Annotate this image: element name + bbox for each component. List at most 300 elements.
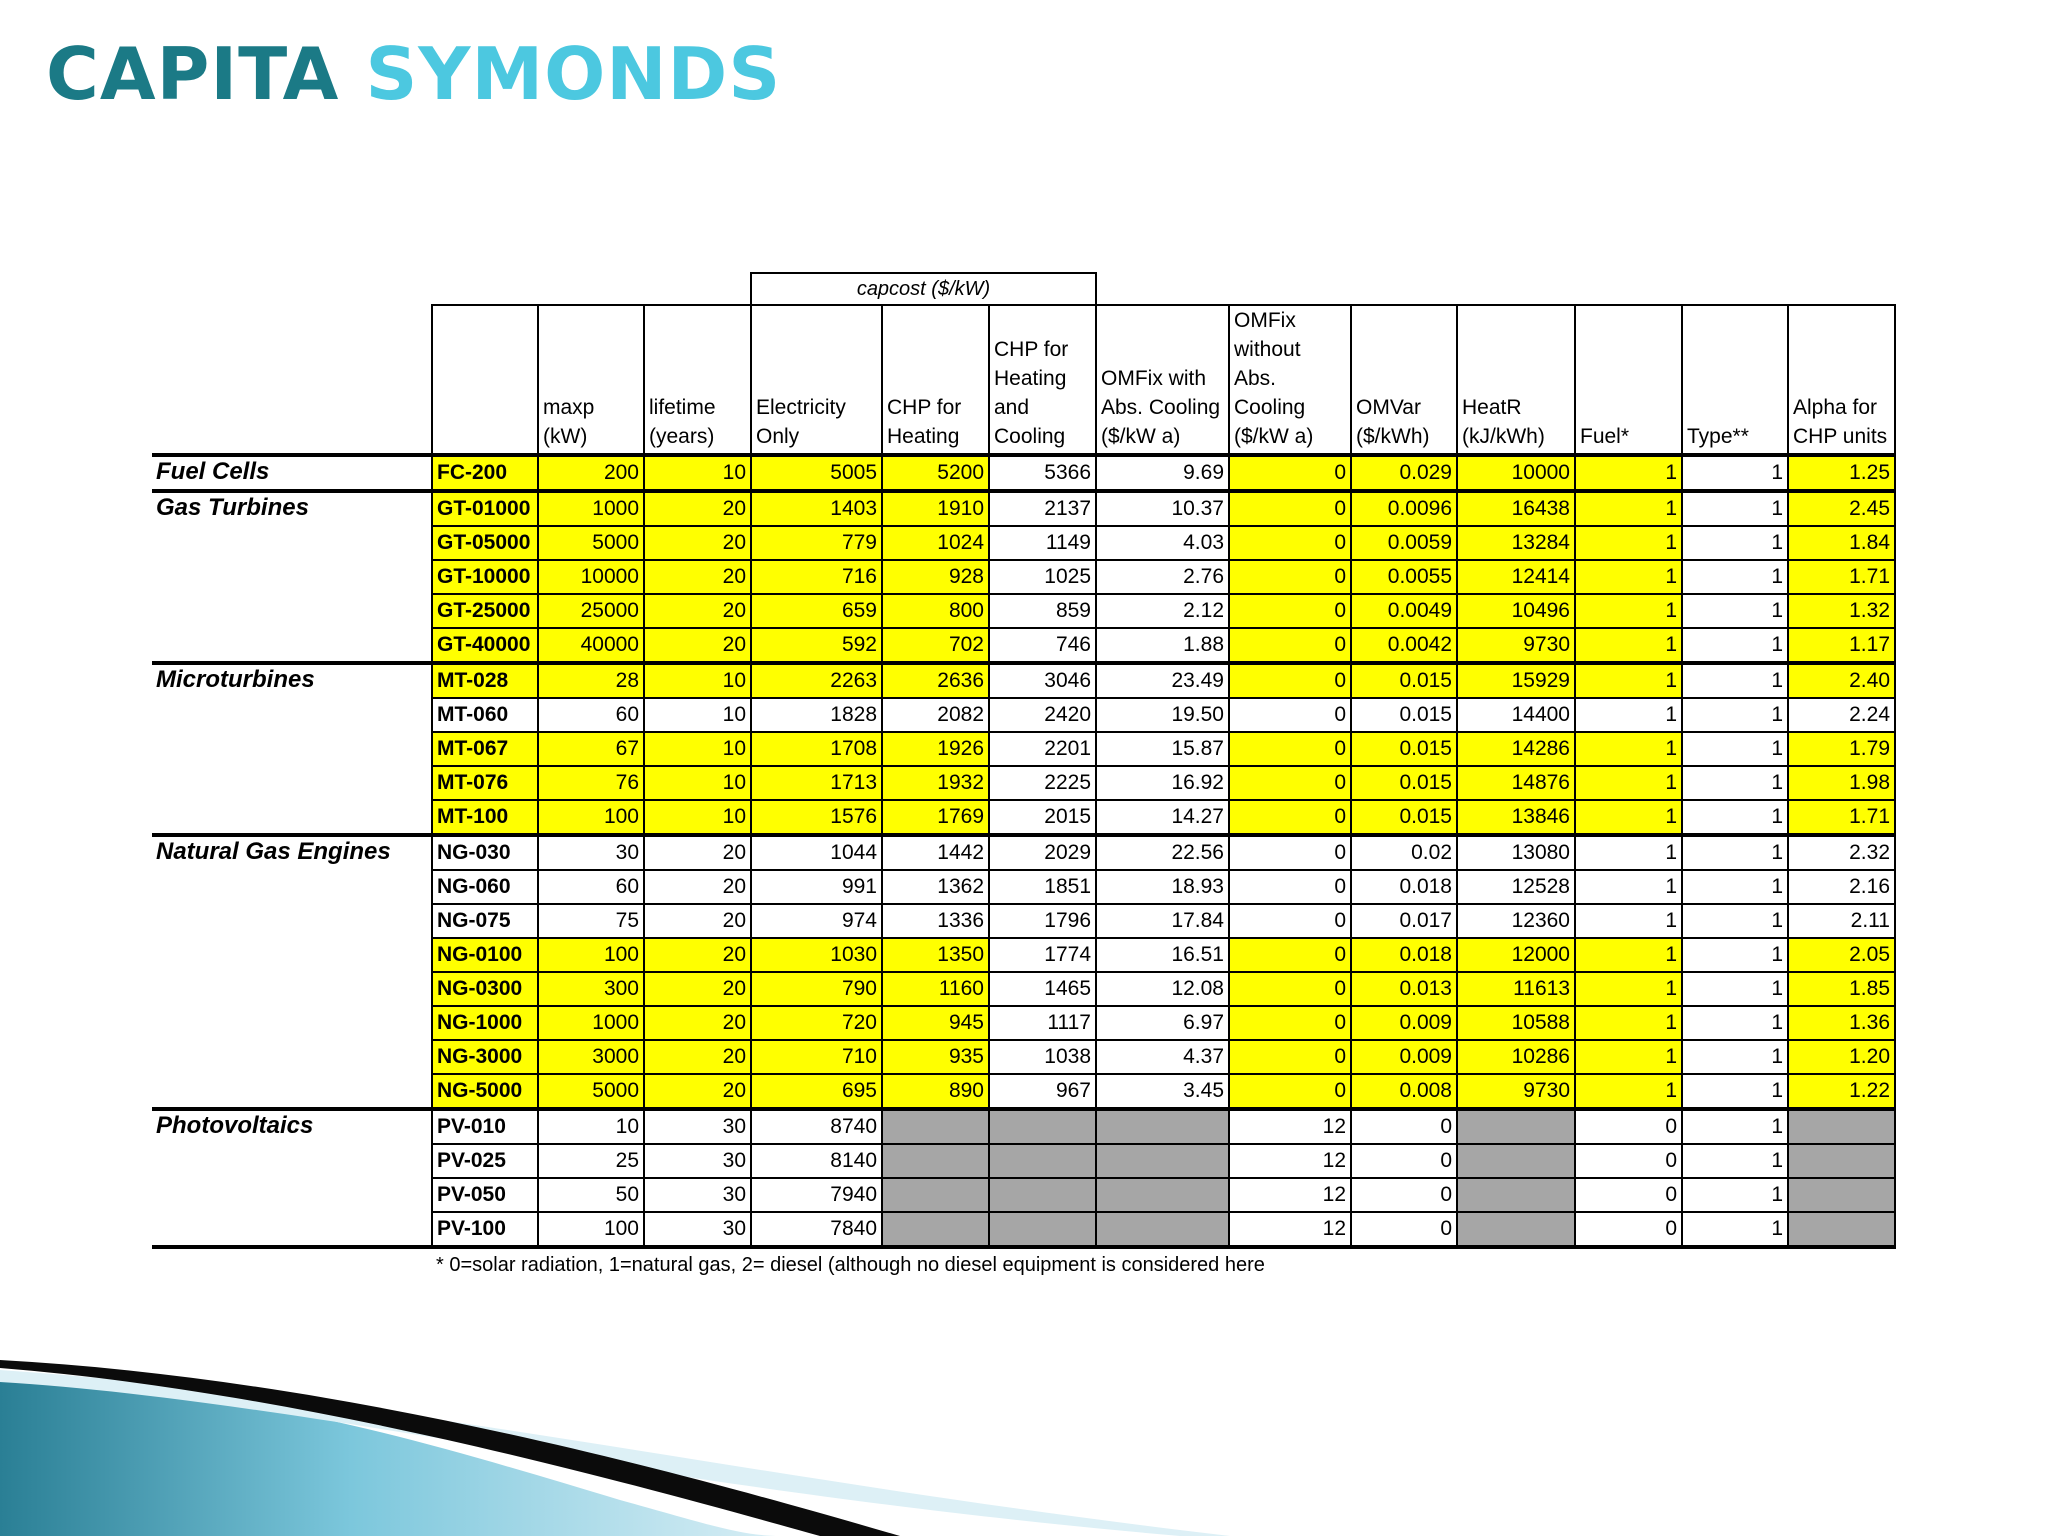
value-cell-chp-heating-cooling: 5366 [989,455,1096,491]
column-header-electricity-only: Electricity Only [751,305,882,455]
value-cell-maxp: 1000 [538,491,644,526]
value-cell-chp-heating-cooling: 1465 [989,972,1096,1006]
value-cell-maxp: 100 [538,1212,644,1247]
value-cell-omfix-with-abs-cooling: 2.76 [1096,560,1229,594]
value-cell-fuel: 1 [1575,800,1682,835]
value-cell-maxp: 30 [538,835,644,870]
value-cell-chp-heating: 1769 [882,800,989,835]
column-header-row [152,305,1895,455]
column-header-omfix-with-abs-cooling: OMFix with Abs. Cooling ($/kW a) [1096,305,1229,455]
value-cell-lifetime: 20 [644,560,751,594]
value-cell-omfix-without-abs-cooling: 0 [1229,698,1351,732]
category-label: Gas Turbines [152,491,432,526]
table-row [152,1212,1895,1247]
value-cell-fuel: 1 [1575,972,1682,1006]
value-cell-electricity-only: 7840 [751,1212,882,1247]
company-logo [46,32,782,116]
value-cell-electricity-only: 779 [751,526,882,560]
value-cell-omvar: 0.018 [1351,938,1457,972]
value-cell-type: 1 [1682,1074,1788,1109]
column-header-omvar: OMVar ($/kWh) [1351,305,1457,455]
value-cell-heatr: 14400 [1457,698,1575,732]
equipment-id: GT-01000 [432,491,538,526]
column-header-maxp: maxp (kW) [538,305,644,455]
value-cell-chp-heating: 1926 [882,732,989,766]
grey-cell [882,1178,989,1212]
value-cell-omvar: 0.008 [1351,1074,1457,1109]
value-cell-heatr: 9730 [1457,1074,1575,1109]
value-cell-chp-heating-cooling: 2201 [989,732,1096,766]
equipment-id: NG-5000 [432,1074,538,1109]
value-cell-heatr: 14286 [1457,732,1575,766]
value-cell-type: 1 [1682,491,1788,526]
equipment-id: PV-100 [432,1212,538,1247]
value-cell-maxp: 300 [538,972,644,1006]
grey-cell [1788,1212,1895,1247]
value-cell-type: 1 [1682,870,1788,904]
value-cell-chp-heating-cooling: 2015 [989,800,1096,835]
value-cell-omfix-with-abs-cooling: 18.93 [1096,870,1229,904]
grey-cell [1096,1212,1229,1247]
value-cell-lifetime: 20 [644,526,751,560]
value-cell-chp-heating-cooling: 1149 [989,526,1096,560]
value-cell-heatr: 10286 [1457,1040,1575,1074]
value-cell-fuel: 1 [1575,938,1682,972]
value-cell-omfix-with-abs-cooling: 22.56 [1096,835,1229,870]
value-cell-fuel: 1 [1575,732,1682,766]
table-row [152,663,1895,698]
value-cell-omvar: 0 [1351,1212,1457,1247]
equipment-id: GT-25000 [432,594,538,628]
value-cell-omvar: 0.009 [1351,1040,1457,1074]
value-cell-fuel: 1 [1575,455,1682,491]
header-group-row [152,273,1895,305]
logo-word-symonds: SYMONDS [365,32,782,116]
value-cell-alpha-chp: 2.05 [1788,938,1895,972]
value-cell-fuel: 1 [1575,904,1682,938]
category-label: Microturbines [152,663,432,698]
value-cell-omfix-with-abs-cooling: 9.69 [1096,455,1229,491]
value-cell-electricity-only: 1030 [751,938,882,972]
value-cell-type: 1 [1682,800,1788,835]
value-cell-heatr: 11613 [1457,972,1575,1006]
value-cell-chp-heating: 945 [882,1006,989,1040]
grey-cell [989,1178,1096,1212]
value-cell-electricity-only: 720 [751,1006,882,1040]
table-row [152,732,1895,766]
value-cell-lifetime: 20 [644,491,751,526]
value-cell-type: 1 [1682,628,1788,663]
value-cell-omfix-without-abs-cooling: 12 [1229,1144,1351,1178]
value-cell-type: 1 [1682,1178,1788,1212]
logo-word-capita: CAPITA [46,32,340,116]
value-cell-chp-heating-cooling: 2225 [989,766,1096,800]
table-row [152,560,1895,594]
value-cell-omfix-without-abs-cooling: 0 [1229,594,1351,628]
capcost-group-header: capcost ($/kW) [751,273,1096,305]
value-cell-chp-heating-cooling: 1117 [989,1006,1096,1040]
table-row [152,491,1895,526]
value-cell-alpha-chp: 1.71 [1788,800,1895,835]
value-cell-omfix-without-abs-cooling: 0 [1229,732,1351,766]
value-cell-chp-heating-cooling: 1025 [989,560,1096,594]
category-label: Natural Gas Engines [152,835,432,870]
value-cell-omfix-without-abs-cooling: 0 [1229,766,1351,800]
value-cell-type: 1 [1682,732,1788,766]
value-cell-heatr: 10496 [1457,594,1575,628]
grey-cell [1788,1178,1895,1212]
value-cell-fuel: 1 [1575,526,1682,560]
value-cell-type: 1 [1682,663,1788,698]
value-cell-chp-heating: 800 [882,594,989,628]
value-cell-lifetime: 30 [644,1212,751,1247]
value-cell-maxp: 60 [538,870,644,904]
value-cell-type: 1 [1682,455,1788,491]
value-cell-omvar: 0.0049 [1351,594,1457,628]
value-cell-heatr: 15929 [1457,663,1575,698]
value-cell-omfix-with-abs-cooling: 10.37 [1096,491,1229,526]
value-cell-lifetime: 20 [644,904,751,938]
value-cell-omfix-without-abs-cooling: 0 [1229,938,1351,972]
column-header-heatr: HeatR (kJ/kWh) [1457,305,1575,455]
value-cell-heatr: 12360 [1457,904,1575,938]
value-cell-chp-heating-cooling: 1774 [989,938,1096,972]
value-cell-omvar: 0.009 [1351,1006,1457,1040]
value-cell-maxp: 100 [538,938,644,972]
value-cell-alpha-chp: 1.17 [1788,628,1895,663]
column-header-fuel: Fuel* [1575,305,1682,455]
grey-cell [1457,1178,1575,1212]
value-cell-chp-heating: 1362 [882,870,989,904]
value-cell-lifetime: 10 [644,800,751,835]
value-cell-chp-heating-cooling: 746 [989,628,1096,663]
footnote: * 0=solar radiation, 1=natural gas, 2= diesel (although no diesel equipment is considered here [436,1254,1265,1276]
value-cell-maxp: 60 [538,698,644,732]
equipment-id: MT-028 [432,663,538,698]
value-cell-lifetime: 20 [644,835,751,870]
value-cell-omfix-with-abs-cooling: 23.49 [1096,663,1229,698]
grey-cell [989,1144,1096,1178]
grey-cell [989,1109,1096,1144]
grey-cell [1788,1144,1895,1178]
category-label: Photovoltaics [152,1109,432,1144]
value-cell-chp-heating-cooling: 1851 [989,870,1096,904]
value-cell-fuel: 1 [1575,628,1682,663]
value-cell-maxp: 200 [538,455,644,491]
value-cell-type: 1 [1682,938,1788,972]
equipment-id: MT-076 [432,766,538,800]
grey-cell [882,1109,989,1144]
value-cell-chp-heating: 702 [882,628,989,663]
grey-cell [989,1212,1096,1247]
value-cell-chp-heating: 935 [882,1040,989,1074]
value-cell-maxp: 100 [538,800,644,835]
value-cell-lifetime: 30 [644,1178,751,1212]
value-cell-chp-heating-cooling: 859 [989,594,1096,628]
value-cell-omfix-without-abs-cooling: 0 [1229,455,1351,491]
value-cell-omvar: 0.018 [1351,870,1457,904]
value-cell-lifetime: 10 [644,455,751,491]
value-cell-maxp: 3000 [538,1040,644,1074]
value-cell-omfix-without-abs-cooling: 0 [1229,972,1351,1006]
equipment-id: PV-050 [432,1178,538,1212]
value-cell-omfix-without-abs-cooling: 0 [1229,800,1351,835]
value-cell-alpha-chp: 2.11 [1788,904,1895,938]
value-cell-electricity-only: 1713 [751,766,882,800]
value-cell-omvar: 0.017 [1351,904,1457,938]
table-body [152,455,1895,1247]
value-cell-lifetime: 20 [644,938,751,972]
value-cell-electricity-only: 1708 [751,732,882,766]
value-cell-alpha-chp: 1.22 [1788,1074,1895,1109]
value-cell-maxp: 10000 [538,560,644,594]
value-cell-alpha-chp: 1.25 [1788,455,1895,491]
value-cell-heatr: 12000 [1457,938,1575,972]
grey-cell [1096,1109,1229,1144]
equipment-id: NG-060 [432,870,538,904]
value-cell-lifetime: 20 [644,628,751,663]
table-row [152,800,1895,835]
value-cell-alpha-chp: 2.16 [1788,870,1895,904]
value-cell-chp-heating: 1160 [882,972,989,1006]
value-cell-alpha-chp: 1.84 [1788,526,1895,560]
value-cell-maxp: 76 [538,766,644,800]
value-cell-type: 1 [1682,972,1788,1006]
value-cell-omvar: 0.0096 [1351,491,1457,526]
value-cell-electricity-only: 5005 [751,455,882,491]
value-cell-omfix-without-abs-cooling: 0 [1229,560,1351,594]
equipment-id: MT-060 [432,698,538,732]
value-cell-heatr: 13846 [1457,800,1575,835]
value-cell-heatr: 10000 [1457,455,1575,491]
column-header-type: Type** [1682,305,1788,455]
value-cell-chp-heating: 1910 [882,491,989,526]
value-cell-lifetime: 20 [644,1074,751,1109]
value-cell-fuel: 1 [1575,835,1682,870]
column-header-omfix-without-abs-cooling: OMFix without Abs. Cooling ($/kW a) [1229,305,1351,455]
value-cell-chp-heating-cooling: 2137 [989,491,1096,526]
value-cell-omfix-without-abs-cooling: 0 [1229,870,1351,904]
value-cell-lifetime: 20 [644,594,751,628]
value-cell-omvar: 0.015 [1351,698,1457,732]
table-row [152,1144,1895,1178]
energy-technologies-table [152,272,1896,1281]
equipment-id: MT-100 [432,800,538,835]
value-cell-heatr: 9730 [1457,628,1575,663]
value-cell-omfix-without-abs-cooling: 0 [1229,835,1351,870]
table-row [152,594,1895,628]
table-row [152,766,1895,800]
value-cell-chp-heating: 890 [882,1074,989,1109]
table-row [152,870,1895,904]
value-cell-electricity-only: 592 [751,628,882,663]
equipment-id: GT-40000 [432,628,538,663]
value-cell-heatr: 14876 [1457,766,1575,800]
value-cell-electricity-only: 1576 [751,800,882,835]
value-cell-omfix-with-abs-cooling: 3.45 [1096,1074,1229,1109]
column-header-alpha-chp: Alpha for CHP units [1788,305,1895,455]
value-cell-lifetime: 10 [644,663,751,698]
value-cell-alpha-chp: 1.79 [1788,732,1895,766]
column-header-chp-heating-cooling: CHP for Heating and Cooling [989,305,1096,455]
value-cell-fuel: 1 [1575,1074,1682,1109]
table-row [152,972,1895,1006]
table-row [152,698,1895,732]
equipment-id: NG-030 [432,835,538,870]
value-cell-electricity-only: 710 [751,1040,882,1074]
value-cell-omvar: 0.015 [1351,766,1457,800]
value-cell-maxp: 25000 [538,594,644,628]
grey-cell [882,1144,989,1178]
value-cell-fuel: 0 [1575,1109,1682,1144]
table-row [152,938,1895,972]
value-cell-omfix-without-abs-cooling: 12 [1229,1212,1351,1247]
value-cell-omfix-without-abs-cooling: 0 [1229,663,1351,698]
value-cell-omvar: 0 [1351,1144,1457,1178]
value-cell-heatr: 12414 [1457,560,1575,594]
value-cell-alpha-chp: 1.98 [1788,766,1895,800]
value-cell-type: 1 [1682,766,1788,800]
value-cell-electricity-only: 2263 [751,663,882,698]
value-cell-electricity-only: 659 [751,594,882,628]
equipment-id: GT-10000 [432,560,538,594]
value-cell-heatr: 12528 [1457,870,1575,904]
value-cell-type: 1 [1682,560,1788,594]
value-cell-fuel: 1 [1575,870,1682,904]
value-cell-chp-heating: 1932 [882,766,989,800]
value-cell-chp-heating-cooling: 2029 [989,835,1096,870]
value-cell-maxp: 25 [538,1144,644,1178]
value-cell-omfix-with-abs-cooling: 1.88 [1096,628,1229,663]
grey-cell [1096,1144,1229,1178]
value-cell-maxp: 40000 [538,628,644,663]
value-cell-omfix-with-abs-cooling: 2.12 [1096,594,1229,628]
value-cell-omvar: 0.0055 [1351,560,1457,594]
column-header-lifetime: lifetime (years) [644,305,751,455]
value-cell-maxp: 5000 [538,1074,644,1109]
equipment-id: NG-1000 [432,1006,538,1040]
value-cell-lifetime: 30 [644,1144,751,1178]
value-cell-electricity-only: 1403 [751,491,882,526]
value-cell-fuel: 1 [1575,560,1682,594]
value-cell-omfix-without-abs-cooling: 0 [1229,628,1351,663]
decorative-swoosh [0,1290,2048,1536]
value-cell-omfix-with-abs-cooling: 4.37 [1096,1040,1229,1074]
value-cell-fuel: 1 [1575,766,1682,800]
value-cell-omfix-with-abs-cooling: 15.87 [1096,732,1229,766]
grey-cell [1788,1109,1895,1144]
value-cell-chp-heating: 2082 [882,698,989,732]
value-cell-fuel: 0 [1575,1144,1682,1178]
value-cell-type: 1 [1682,1040,1788,1074]
value-cell-alpha-chp: 1.36 [1788,1006,1895,1040]
value-cell-alpha-chp: 2.40 [1788,663,1895,698]
value-cell-alpha-chp: 1.32 [1788,594,1895,628]
value-cell-maxp: 50 [538,1178,644,1212]
table-row [152,628,1895,663]
value-cell-omfix-without-abs-cooling: 0 [1229,526,1351,560]
value-cell-type: 1 [1682,1006,1788,1040]
value-cell-alpha-chp: 2.45 [1788,491,1895,526]
value-cell-heatr: 13080 [1457,835,1575,870]
value-cell-omfix-without-abs-cooling: 0 [1229,904,1351,938]
equipment-id: MT-067 [432,732,538,766]
value-cell-fuel: 0 [1575,1212,1682,1247]
value-cell-lifetime: 20 [644,870,751,904]
value-cell-chp-heating-cooling: 1038 [989,1040,1096,1074]
value-cell-alpha-chp: 1.20 [1788,1040,1895,1074]
value-cell-chp-heating-cooling: 3046 [989,663,1096,698]
equipment-id: GT-05000 [432,526,538,560]
value-cell-omfix-with-abs-cooling: 19.50 [1096,698,1229,732]
value-cell-electricity-only: 991 [751,870,882,904]
value-cell-omfix-with-abs-cooling: 14.27 [1096,800,1229,835]
table-row [152,526,1895,560]
value-cell-omfix-without-abs-cooling: 0 [1229,1074,1351,1109]
value-cell-type: 1 [1682,1109,1788,1144]
value-cell-lifetime: 20 [644,972,751,1006]
value-cell-omfix-without-abs-cooling: 0 [1229,1006,1351,1040]
table-row [152,1040,1895,1074]
value-cell-chp-heating-cooling: 1796 [989,904,1096,938]
value-cell-omvar: 0 [1351,1109,1457,1144]
grey-cell [882,1212,989,1247]
value-cell-heatr: 16438 [1457,491,1575,526]
value-cell-lifetime: 20 [644,1040,751,1074]
value-cell-omvar: 0.015 [1351,663,1457,698]
grey-cell [1457,1212,1575,1247]
value-cell-maxp: 1000 [538,1006,644,1040]
table-header [152,273,1895,455]
value-cell-maxp: 10 [538,1109,644,1144]
value-cell-lifetime: 20 [644,1006,751,1040]
value-cell-electricity-only: 7940 [751,1178,882,1212]
grey-cell [1457,1144,1575,1178]
value-cell-lifetime: 30 [644,1109,751,1144]
value-cell-alpha-chp: 2.32 [1788,835,1895,870]
value-cell-chp-heating-cooling: 2420 [989,698,1096,732]
value-cell-fuel: 1 [1575,698,1682,732]
equipment-id: FC-200 [432,455,538,491]
value-cell-omvar: 0.029 [1351,455,1457,491]
value-cell-lifetime: 10 [644,766,751,800]
value-cell-omvar: 0.015 [1351,800,1457,835]
value-cell-omfix-with-abs-cooling: 4.03 [1096,526,1229,560]
value-cell-chp-heating: 2636 [882,663,989,698]
value-cell-omfix-with-abs-cooling: 16.51 [1096,938,1229,972]
value-cell-omvar: 0 [1351,1178,1457,1212]
value-cell-omfix-with-abs-cooling: 16.92 [1096,766,1229,800]
column-header-chp-heating: CHP for Heating [882,305,989,455]
value-cell-fuel: 1 [1575,491,1682,526]
value-cell-omfix-without-abs-cooling: 0 [1229,491,1351,526]
value-cell-omfix-with-abs-cooling: 12.08 [1096,972,1229,1006]
value-cell-fuel: 1 [1575,1040,1682,1074]
value-cell-chp-heating-cooling: 967 [989,1074,1096,1109]
equipment-id: NG-0300 [432,972,538,1006]
value-cell-alpha-chp: 1.71 [1788,560,1895,594]
value-cell-omfix-without-abs-cooling: 12 [1229,1178,1351,1212]
value-cell-omvar: 0.013 [1351,972,1457,1006]
table-row [152,1006,1895,1040]
value-cell-chp-heating: 1336 [882,904,989,938]
id-column-header [432,305,538,455]
value-cell-maxp: 5000 [538,526,644,560]
value-cell-lifetime: 10 [644,698,751,732]
value-cell-type: 1 [1682,1212,1788,1247]
value-cell-lifetime: 10 [644,732,751,766]
value-cell-electricity-only: 974 [751,904,882,938]
